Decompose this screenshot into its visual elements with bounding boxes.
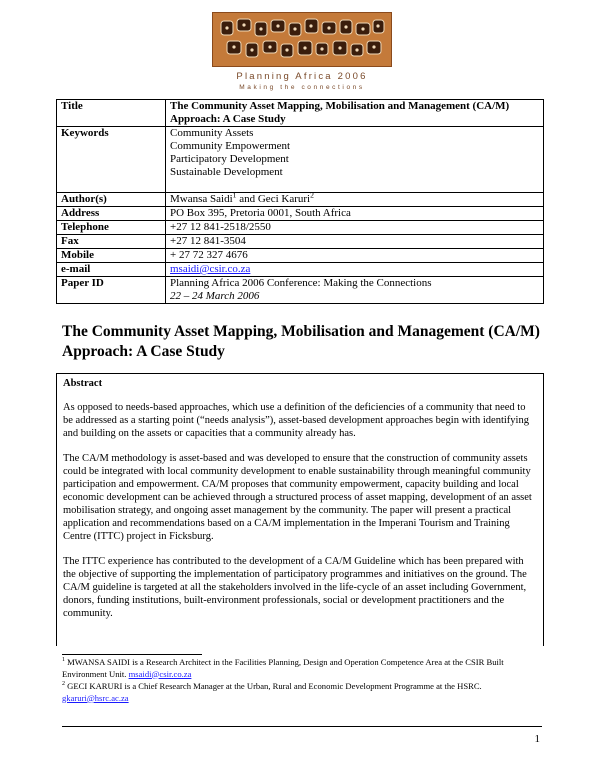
abstract-box	[56, 373, 544, 646]
telephone-label: Telephone	[57, 221, 166, 235]
conference-logo	[212, 12, 392, 98]
paper-id-label: Paper ID	[57, 277, 166, 304]
keywords-row	[57, 127, 544, 193]
email-label: e-mail	[57, 263, 166, 277]
fax-value: +27 12 841-3504	[166, 235, 544, 249]
logo-artwork	[212, 12, 392, 67]
footnote-2-email-link[interactable]: gkaruri@hsrc.ac.za	[62, 692, 129, 703]
keyword: Sustainable Development	[170, 166, 283, 178]
keyword: Community Assets	[170, 127, 254, 139]
address-value: PO Box 395, Pretoria 0001, South Africa	[166, 207, 544, 221]
paper-id-row	[57, 277, 544, 304]
title-row	[57, 100, 544, 127]
mobile-value: + 27 72 327 4676	[166, 249, 544, 263]
footnote-2: $^2$ GECI KARURI is a Chief Research Manager at the Urban, Rural and Economic Development Programme at the HSRC. gkaruri@hsrc.ac.za	[62, 681, 482, 703]
paper-title: The Community Asset Mapping, Mobilisation and Management (CA/M) Approach: A Case Study	[62, 323, 540, 360]
abstract-paragraph: The CA/M methodology is asset-based and was developed to ensure that the construction of community assets could be integrated with local community development to enable sustainability through meaningful community participation and empowerment. CA/M proposes that community empowerment, capacity building and local economic development can be achieved through a structured process of asset mapping, development of an asset mobilisation strategy, and ongoing asset management by the community. The paper will present a practical application and recommendations based on a CA/M implementation in the Imperani Tourism and Training Centre (ITTC) project in Ficksburg.	[63, 453, 532, 542]
title-value: The Community Asset Mapping, Mobilisation and Management (CA/M) Approach: A Case Study	[166, 100, 544, 127]
telephone-value: +27 12 841-2518/2550	[166, 221, 544, 235]
conference-dates: 22 – 24 March 2006	[170, 290, 260, 302]
mobile-label: Mobile	[57, 249, 166, 263]
mobile-row	[57, 249, 544, 263]
title-label: Title	[57, 100, 166, 127]
fax-label: Fax	[57, 235, 166, 249]
address-row	[57, 207, 544, 221]
paper-id-value	[166, 277, 544, 304]
keyword: Community Empowerment	[170, 140, 291, 152]
authors-label: Author(s)	[57, 193, 166, 207]
email-link[interactable]: msaidi@csir.co.za	[170, 263, 251, 275]
logo-tagline: Making the connections	[239, 84, 365, 91]
abstract-heading: Abstract	[63, 378, 103, 389]
keyword: Participatory Development	[170, 153, 289, 165]
abstract-paragraph: The ITTC experience has contributed to the development of a CA/M Guideline which has been prepared with the objective of supporting the implementation of participatory programmes and initiatives on the ground. The CA/M guideline is targeted at all the stakeholders involved in the life-cycle of an asset including Government, donors, funding institutions, built-environment professionals, social or development practitioners and the community.	[63, 556, 527, 619]
address-label: Address	[57, 207, 166, 221]
authors-value: Mwansa Saidi$^1$ and Geci Karuri$^2$	[166, 193, 544, 207]
footnotes	[62, 657, 542, 705]
email-row	[57, 263, 544, 277]
footnote-1: $^1$ MWANSA SAIDI is a Research Architect in the Facilities Planning, Design and Operation Competence Area at the CSIR Built Environment Unit. msaidi@csir.co.za	[62, 657, 504, 679]
telephone-row	[57, 221, 544, 235]
page-number: 1	[534, 733, 540, 745]
authors-row	[57, 193, 544, 207]
page-footer-divider	[62, 726, 542, 727]
keywords-value	[166, 127, 544, 193]
footnote-1-email-link[interactable]: msaidi@csir.co.za	[128, 668, 192, 679]
keywords-label: Keywords	[57, 127, 166, 193]
paper-metadata-table	[56, 99, 544, 304]
abstract-paragraph: As opposed to needs-based approaches, which use a definition of the deficiencies of a community that need to be addressed as a starting point (“needs analysis”), asset-based development approaches begin with identifying and building on the assets or capacities that a community already has.	[63, 402, 529, 439]
logo-name: Planning Africa 2006	[236, 71, 368, 82]
fax-row	[57, 235, 544, 249]
footnote-divider	[62, 654, 202, 655]
conference-name: Planning Africa 2006 Conference: Making the Connections	[170, 277, 432, 289]
